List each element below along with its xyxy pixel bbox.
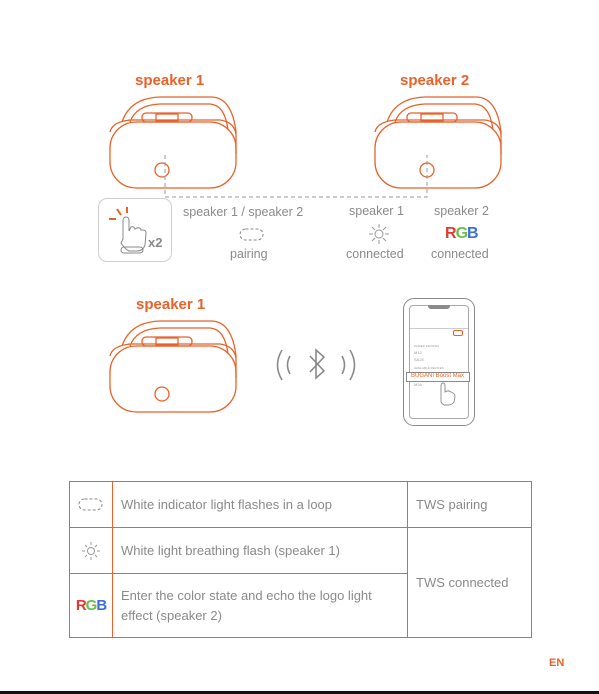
hand-tap-icon <box>435 380 459 406</box>
available-header: AVAILABLE DEVICES <box>414 366 444 370</box>
table-icon-cell <box>70 574 113 638</box>
phone-illustration <box>403 298 475 426</box>
indicator-table <box>69 481 532 638</box>
table-description: White light breathing flash (speaker 1) <box>113 528 408 574</box>
button-press-box <box>98 198 172 262</box>
highlighted-device-name: BUGANI Boost Max <box>411 373 465 379</box>
paired-item[interactable]: SA24 <box>414 357 424 362</box>
speaker1-title: speaker 1 <box>135 72 205 89</box>
rgb-letter: B <box>96 597 107 614</box>
table-icon-cell <box>70 482 113 528</box>
light-flash-icon <box>367 222 391 246</box>
rgb-letter: G <box>85 597 97 614</box>
col3-status: connected <box>431 247 489 261</box>
rgb-text <box>76 597 106 614</box>
speaker1-title-bluetooth: speaker 1 <box>136 296 206 313</box>
rgb-letter: R <box>445 225 456 242</box>
table-description: White indicator light flashes in a loop <box>113 482 408 528</box>
paired-header: PAIRED DEVICES <box>414 344 439 348</box>
dashed-oval-icon <box>77 497 105 513</box>
dashed-oval-icon <box>238 227 266 243</box>
table-icon-cell <box>70 528 113 574</box>
table-row <box>70 482 532 528</box>
phone-divider <box>410 328 468 329</box>
press-count: x2 <box>148 235 163 250</box>
rgb-letter: G <box>455 225 468 242</box>
available-item[interactable]: M34 <box>414 382 422 387</box>
col2-header: speaker 1 <box>349 204 404 218</box>
light-flash-icon <box>80 540 102 562</box>
col1-header: speaker 1 / speaker 2 <box>183 205 304 219</box>
language-label: EN <box>549 657 565 669</box>
table-row <box>70 528 532 574</box>
rgb-icon <box>445 225 478 243</box>
rgb-icon <box>76 597 106 614</box>
bluetooth-icon <box>268 340 364 390</box>
tws-connected-cell: TWS connected <box>408 528 532 638</box>
phone-notch <box>428 305 450 309</box>
rgb-letter: B <box>467 225 478 242</box>
phone-screen <box>409 305 469 419</box>
dashed-connector <box>155 150 445 205</box>
rgb-text <box>445 225 478 242</box>
rgb-letter: R <box>75 597 86 614</box>
toggle-icon[interactable] <box>453 330 463 336</box>
tws-pairing-cell: TWS pairing <box>408 482 532 528</box>
speaker2-title: speaker 2 <box>400 72 470 89</box>
col2-status: connected <box>346 247 404 261</box>
table-description: Enter the color state and echo the logo light effect (speaker 2) <box>113 574 408 638</box>
paired-item[interactable]: M12 <box>414 350 422 355</box>
col1-status: pairing <box>230 247 268 261</box>
speaker-illustration <box>100 316 240 421</box>
hand-press-icon <box>107 205 151 255</box>
col3-header: speaker 2 <box>434 204 489 218</box>
